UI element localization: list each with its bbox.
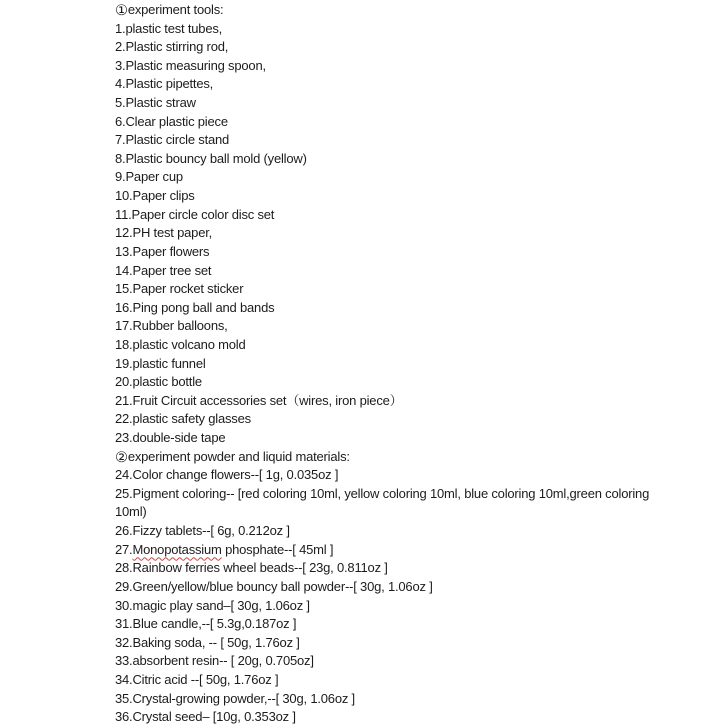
circled-number: ② [115,449,128,466]
list-item: 2.Plastic stirring rod, [115,39,229,55]
list-item: 23.double-side tape [115,430,226,446]
section-heading-label: experiment powder and liquid materials: [127,448,350,464]
list-item: 5.Plastic straw [115,95,196,111]
list-item: 20.plastic bottle [115,374,202,390]
list-item: 34.Citric acid --[ 50g, 1.76oz ] [115,671,279,687]
list-item: 15.Paper rocket sticker [115,281,244,297]
list-item: 4.Plastic pipettes, [115,76,214,92]
list-item: 21.Fruit Circuit accessories set（wires, iron piece） [115,392,403,408]
list-item-continuation: 10ml) [115,504,147,520]
section-heading-label: experiment tools: [127,2,224,17]
list-item: 7.Plastic circle stand [115,132,230,148]
list-item: 36.Crystal seed– [10g, 0.353oz ] [115,709,296,725]
list-item: 26.Fizzy tablets--[ 6g, 0.212oz ] [115,523,290,539]
list-item: 22.plastic safety glasses [115,411,251,427]
list-item: 11.Paper circle color disc set [115,206,275,222]
list-item: 27.Monopotassium phosphate--[ 45ml ] [115,541,334,557]
list-item: 9.Paper cup [115,169,183,185]
section-heading [115,1,715,20]
document-text-block [115,1,715,727]
list-item: 25.Pigment coloring-- [red coloring 10ml, yellow coloring 10ml, blue coloring 10ml,green coloring [115,485,650,501]
list-item: 35.Crystal-growing powder,--[ 30g, 1.06oz ] [115,690,355,706]
list-item: 12.PH test paper, [115,225,213,241]
list-item: 24.Color change flowers--[ 1g, 0.035oz ] [115,467,339,483]
list-item: 1.plastic test tubes, [115,20,223,36]
list-item: 18.plastic volcano mold [115,336,246,352]
spellcheck-underline-word: Monopotassium [132,541,222,557]
list-item: 16.Ping pong ball and bands [115,299,275,315]
list-item: 13.Paper flowers [115,243,210,259]
list-item: 6.Clear plastic piece [115,113,228,129]
list-item: 3.Plastic measuring spoon, [115,57,266,73]
list-item: 33.absorbent resin-- [ 20g, 0.705oz] [115,653,314,669]
list-item: 19.plastic funnel [115,355,206,371]
circled-number: ① [115,3,128,19]
list-item: 14.Paper tree set [115,262,212,278]
list-item: 8.Plastic bouncy ball mold (yellow) [115,150,307,166]
list-item: 17.Rubber balloons, [115,318,228,334]
list-item: 10.Paper clips [115,188,195,204]
list-item: 29.Green/yellow/blue bouncy ball powder--[ 30g, 1.06oz ] [115,578,433,594]
list-item: 32.Baking soda, -- [ 50g, 1.76oz ] [115,634,300,650]
list-item: 31.Blue candle,--[ 5.3g,0.187oz ] [115,616,297,632]
list-item: 28.Rainbow ferries wheel beads--[ 23g, 0.811oz ] [115,560,388,576]
section-heading [115,448,715,467]
list-item: 30.magic play sand–[ 30g, 1.06oz ] [115,597,310,613]
